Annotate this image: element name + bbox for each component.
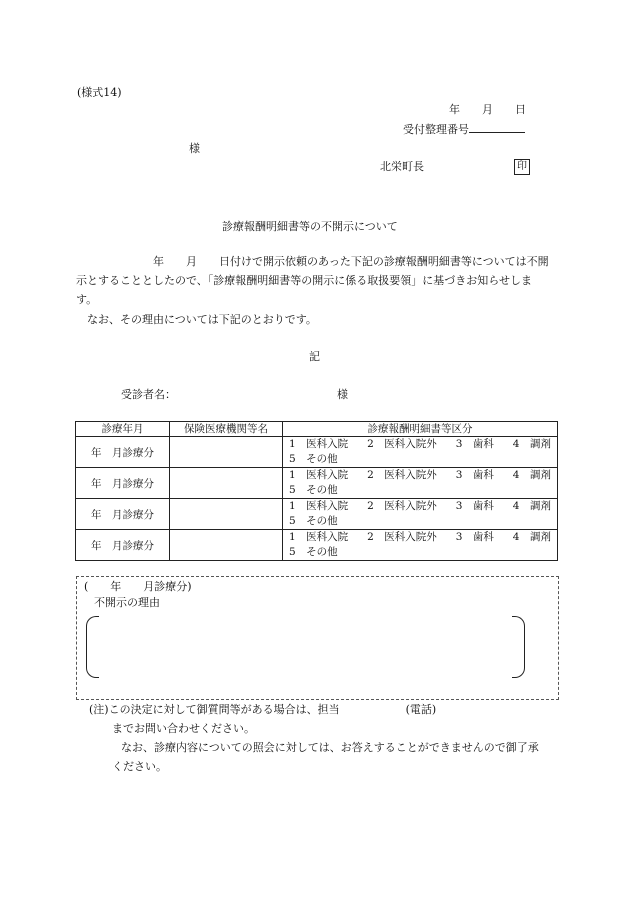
ki-heading: 記 [309, 350, 320, 363]
issuer-name: 北栄町長 [380, 160, 424, 173]
table-row [76, 468, 558, 499]
header-institution: 保険医療機関等名 [170, 422, 283, 437]
note-line-4: ください。 [112, 760, 167, 773]
category-1: 1 医科入院 [289, 438, 349, 450]
category-5: 5 その他 [289, 515, 338, 527]
category-2: 2 医科入院外 [367, 438, 437, 450]
category-1: 1 医科入院 [289, 469, 349, 481]
body-lead-space [76, 255, 153, 268]
note-line-2: までお問い合わせください。 [112, 722, 255, 735]
category-3: 3 歯科 [455, 500, 494, 512]
document-title: 診療報酬明細書等の不開示について [222, 220, 398, 233]
table-row [76, 437, 558, 468]
category-2: 2 医科入院外 [367, 500, 437, 512]
table-row [76, 499, 558, 530]
row-institution[interactable] [170, 530, 283, 561]
reason-bracket-right [512, 616, 525, 678]
category-2: 2 医科入院外 [367, 469, 437, 481]
category-4: 4 調剤 [512, 438, 551, 450]
category-4: 4 調剤 [512, 531, 551, 543]
claims-table [75, 421, 558, 561]
row-category [283, 530, 558, 561]
category-1: 1 医科入院 [289, 531, 349, 543]
receipt-number-label: 受付整理番号 [403, 123, 469, 136]
date-line: 年 月 日 [449, 103, 526, 116]
receipt-number-field[interactable] [469, 122, 525, 133]
patient-label: 受診者名： [121, 388, 176, 401]
category-5: 5 その他 [289, 453, 338, 465]
reason-box-heading: ( 年 月診療分) [84, 580, 192, 593]
body-paragraph-2: なお、その理由については下記のとおりです。 [87, 313, 317, 326]
category-4: 4 調剤 [512, 469, 551, 481]
reason-text-area[interactable] [100, 618, 510, 674]
row-institution[interactable] [170, 437, 283, 468]
category-1: 1 医科入院 [289, 500, 349, 512]
category-4: 4 調剤 [512, 500, 551, 512]
row-institution[interactable] [170, 468, 283, 499]
row-month: 年 月診療分 [76, 437, 170, 468]
reason-bracket-left [86, 616, 99, 678]
row-category [283, 499, 558, 530]
addressee-suffix: 様 [189, 142, 200, 155]
note-line-1: (注)この決定に対して御質問等がある場合は、担当 (電話) [89, 703, 437, 716]
form-number: (様式14) [77, 86, 122, 99]
patient-suffix: 様 [337, 388, 348, 401]
row-institution[interactable] [170, 499, 283, 530]
category-5: 5 その他 [289, 484, 338, 496]
seal-mark: 印 [514, 159, 530, 175]
category-3: 3 歯科 [455, 438, 494, 450]
row-category [283, 437, 558, 468]
note-line-3: なお、診療内容についての照会に対しては、お答えすることができませんので御了承 [121, 741, 539, 754]
reason-label: 不開示の理由 [94, 596, 160, 609]
row-month: 年 月診療分 [76, 468, 170, 499]
receipt-number [403, 122, 525, 137]
header-month: 診療年月 [76, 422, 170, 437]
table-header-row [76, 422, 558, 437]
category-5: 5 その他 [289, 546, 338, 558]
category-2: 2 医科入院外 [367, 531, 437, 543]
body-paragraph-1-text: 年 月 日付けで開示依頼のあった下記の診療報酬明細書等については不開示とすることとしたので、「診療報酬明細書等の開示に係る取扱要領」に基づきお知らせします。 [76, 255, 549, 306]
row-category [283, 468, 558, 499]
body-paragraph-1 [76, 252, 552, 309]
category-3: 3 歯科 [455, 531, 494, 543]
row-month: 年 月診療分 [76, 499, 170, 530]
row-month: 年 月診療分 [76, 530, 170, 561]
category-3: 3 歯科 [455, 469, 494, 481]
table-row [76, 530, 558, 561]
header-category: 診療報酬明細書等区分 [283, 422, 558, 437]
